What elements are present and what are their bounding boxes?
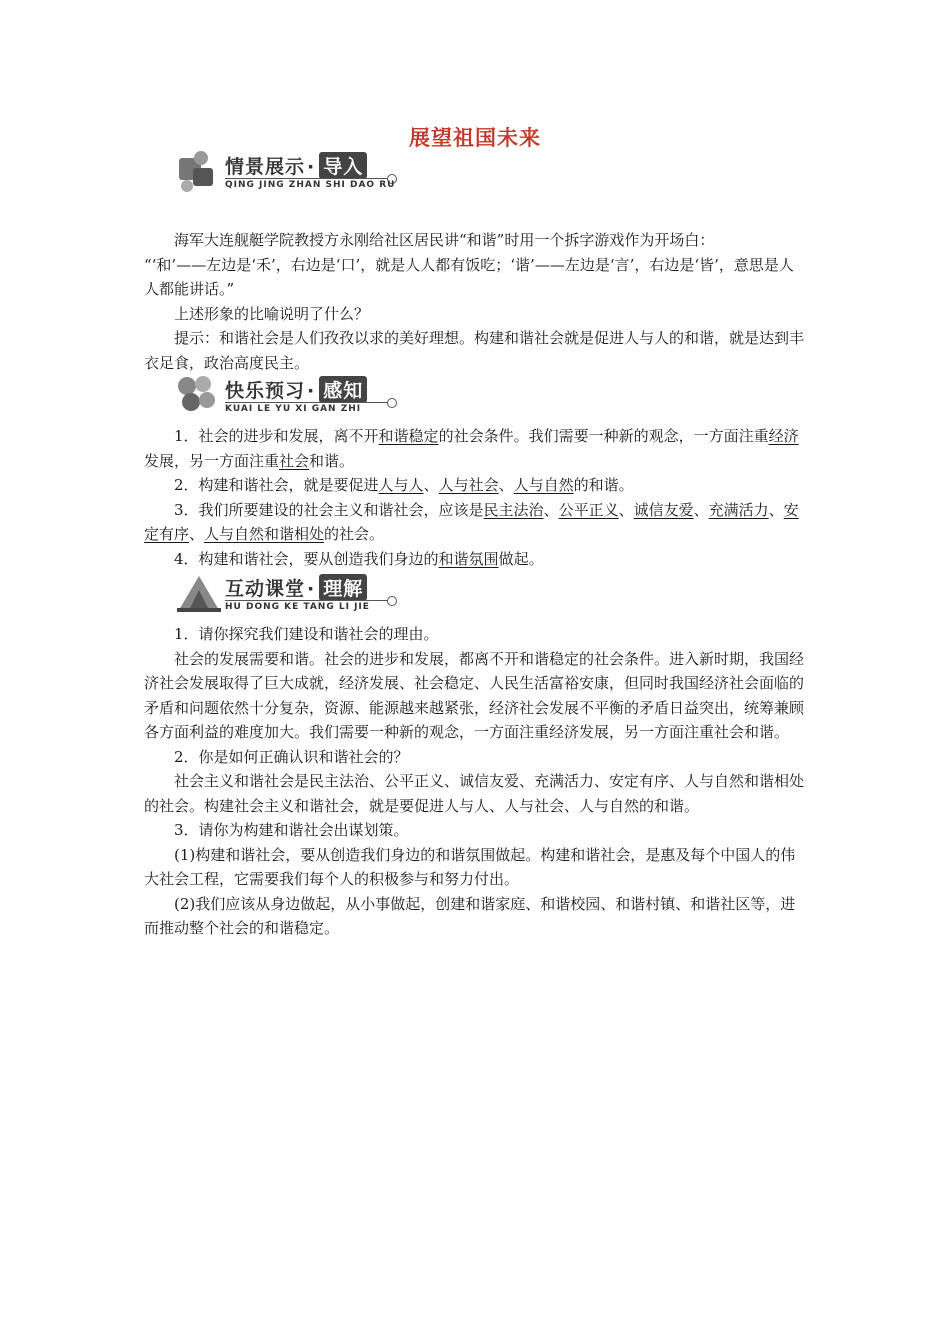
divider xyxy=(225,402,393,403)
preview-item-3: 3．我们所要建设的社会主义和谐社会，应该是民主法治、公平正义、诚信友爱、充满活力、安定有序、人与自然和谐相处的社会。 xyxy=(144,500,799,543)
section-heading: 快乐预习 · 感知 xyxy=(225,376,367,402)
classroom-answer-2: 社会主义和谐社会是民主法治、公平正义、诚信友爱、充满活力、安定有序、人与自然和谐相处的社会。构建社会主义和谐社会，就是要促进人与人、人与社会、人与自然的和谐。 xyxy=(144,772,805,815)
section-pinyin: HU DONG KE TANG LI JIE xyxy=(225,602,370,612)
section-pinyin: KUAI LE YU XI GAN ZHI xyxy=(225,404,362,414)
preview-item-4: 4．构建和谐社会，要从创造我们身边的和谐氛围做起。 xyxy=(174,549,544,568)
section-banner-classroom xyxy=(175,570,400,622)
divider xyxy=(225,178,393,179)
section-banner-intro xyxy=(175,148,400,200)
page-title: 展望祖国未来 xyxy=(409,126,541,150)
classroom-answer-1: 社会的发展需要和谐。社会的进步和发展，都离不开和谐稳定的社会条件。进入新时期，我国经济社会发展取得了巨大成就，经济发展、社会稳定、人民生活富裕安康，但同时我国经济社会面临的矛盾和问题依然十分复杂，资源、能源越来越紧张，经济社会发展不平衡的矛盾日益突出，统筹兼顾各方面利益的难度加大。我们需要一种新的观念，一方面注重经济发展，另一方面注重社会和谐。 xyxy=(144,649,805,741)
intro-quote: “‘和’——左边是‘禾’，右边是‘口’，就是人人都有饭吃；‘谐’——左边是‘言’，右边是‘皆’，意思是人人都能讲话。” xyxy=(144,255,794,298)
book-triangle-icon xyxy=(175,570,223,618)
section-banner-preview xyxy=(175,372,400,424)
classroom-question-2: 2．你是如何正确认识和谐社会的？ xyxy=(174,747,409,766)
classroom-question-1: 1．请你探究我们建设和谐社会的理由。 xyxy=(174,625,439,643)
intro-block xyxy=(144,228,808,375)
intro-question: 上述形象的比喻说明了什么？ xyxy=(174,304,370,323)
classroom-question-3: 3．请你为构建和谐社会出谋划策。 xyxy=(174,821,409,839)
preview-item-1: 1．社会的进步和发展，离不开和谐稳定的社会条件。我们需要一种新的观念，一方面注重经济发展，另一方面注重社会和谐。 xyxy=(144,427,799,470)
section-heading: 互动课堂 · 理解 xyxy=(225,574,367,600)
puzzle-person-icon xyxy=(175,148,223,196)
line-end-circle-icon xyxy=(387,398,397,408)
divider xyxy=(225,600,393,601)
classroom-block xyxy=(144,622,808,941)
puzzle-pieces-icon xyxy=(175,372,223,420)
preview-item-2: 2．构建和谐社会，就是要促进人与人、人与社会、人与自然的和谐。 xyxy=(174,476,634,494)
section-heading: 情景展示 · 导入 xyxy=(225,152,367,178)
intro-answer: 提示：和谐社会是人们孜孜以求的美好理想。构建和谐社会就是促进人与人的和谐，就是达到丰衣足食，政治高度民主。 xyxy=(144,329,805,372)
section-pinyin: QING JING ZHAN SHI DAO RU xyxy=(225,180,396,190)
line-end-circle-icon xyxy=(387,596,397,606)
classroom-answer-3-1: (1)构建和谐社会，要从创造我们身边的和谐氛围做起。构建和谐社会，是惠及每个中国人的伟大社会工程，它需要我们每个人的积极参与和努力付出。 xyxy=(144,845,796,888)
classroom-answer-3-2: (2)我们应该从身边做起，从小事做起，创建和谐家庭、和谐校园、和谐村镇、和谐社区等，进而推动整个社会的和谐稳定。 xyxy=(144,894,796,937)
intro-paragraph: 海军大连舰艇学院教授方永刚给社区居民讲“和谐”时用一个拆字游戏作为开场白： xyxy=(174,231,715,249)
preview-block xyxy=(144,424,808,571)
